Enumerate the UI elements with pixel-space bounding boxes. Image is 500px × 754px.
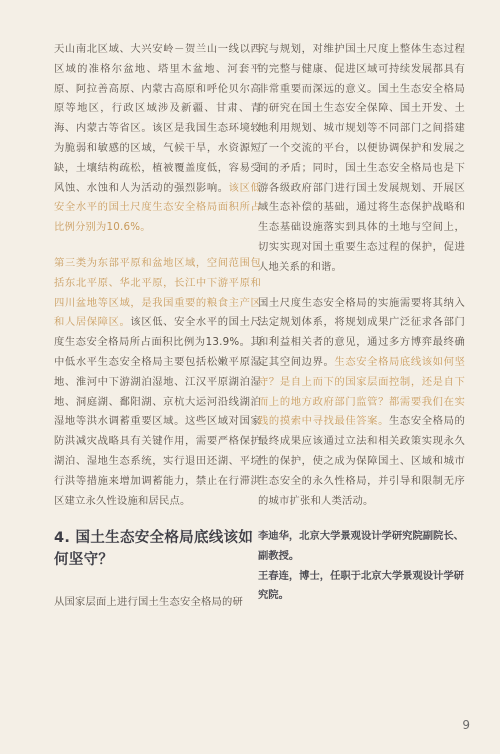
highlighted-text: 生态安全格局底线该如何坚守？是自上而下的国家层面控制，还是自下而上的地方政府部门监管？都需要我们在实践的摸索中寻找最佳答案。	[258, 355, 465, 428]
highlighted-text: 第三类为东部平原和盆地区域，空间范围包括东北平原、华北平原，长江中下游平原和四川盆地等区域，是我国重要的粮食主产区和人居保障区。	[54, 256, 261, 329]
section-heading: 4. 国土生态安全格局底线该如何坚守？	[54, 530, 254, 569]
author-bio: 李迪华，北京大学景观设计学研究院副院长、副教授。	[258, 530, 464, 562]
paragraph-text: 该区低、安全水平的国土尺度生态安全格局所占面积比例为13.9%。其中低水平生态安全格局主要包括松嫩平原湿地、淮河中下游湖泊湿地、江汉平原湖泊湿地、洞庭湖、鄱阳湖、京杭大运河沿线湖泊湿地等洪水调蓄重要区域。这些区域对国家防洪减灾战略具有关键作用，需要严格保护湖泊、湿地生态系统，实行退田还湖、平垸行洪等措施来增加调蓄能力，禁止在行滞洪区建立永久性设施和居民点。	[54, 316, 261, 507]
right-column	[258, 40, 465, 606]
left-column	[54, 40, 261, 629]
highlighted-text: 该区低安全水平的国土尺度生态安全格局面积所占比例分别为10.6%。	[54, 181, 262, 234]
paragraph-regions-west	[54, 40, 261, 238]
paragraph-text: 国土尺度生态安全格局的实施需要将其纳入法定规划体系，将规划成果广泛征求各部门和利益相关者的意见，通过多方博弈最终确定其空间边界。	[258, 296, 465, 368]
page-number: 9	[462, 718, 470, 732]
paragraph-implementation	[258, 294, 465, 512]
paragraph-text: 天山南北区域、大兴安岭－贺兰山一线以西区域的准格尔盆地、塔里木盆地、河套平原、阿拉善高原、内蒙古高原和呼伦贝尔高原等地区，行政区域涉及新疆、甘肃、青海、内蒙古等省区。该区是我国生态环境较为脆弱和敏感的区域，气候干旱，水资源短缺，土壤结构疏松，植被覆盖度低，容易受风蚀、水蚀和人为活动的强烈影响。	[54, 43, 261, 194]
author-bio: 王春连，博士，任职于北京大学景观设计学研究院。	[258, 569, 464, 602]
paragraph-research-significance: 究与规划，对维护国土尺度上整体生态过程的完整与健康、促进区域可持续发展都具有非常重要而深远的意义。国土生态安全格局的研究在国土生态安全保障、国土开发、土地利用规划、城市规划等不同部门之间搭建了一个交流的平台，以便协调保护和发展之间的矛盾；同时，国土生态安全格局也是下游各级政府部门进行国土发展规划、开展区域生态补偿的基础，通过将生态保护战略和生态基础设施落实到具体的土地与空间上，切实实现对国土重要生态过程的保护，促进人地关系的和谐。	[258, 43, 465, 273]
paragraph-text: 生态安全格局的最终成果应该通过立法和相关政策实现永久性的保护，使之成为保障国土、区域和城市生态安全的永久性格局，并引导和限制无序的城市扩张和人类活动。	[258, 415, 465, 507]
paragraph-national-level: 从国家层面上进行国土生态安全格局的研	[54, 596, 243, 609]
paragraph-regions-east	[54, 254, 261, 511]
